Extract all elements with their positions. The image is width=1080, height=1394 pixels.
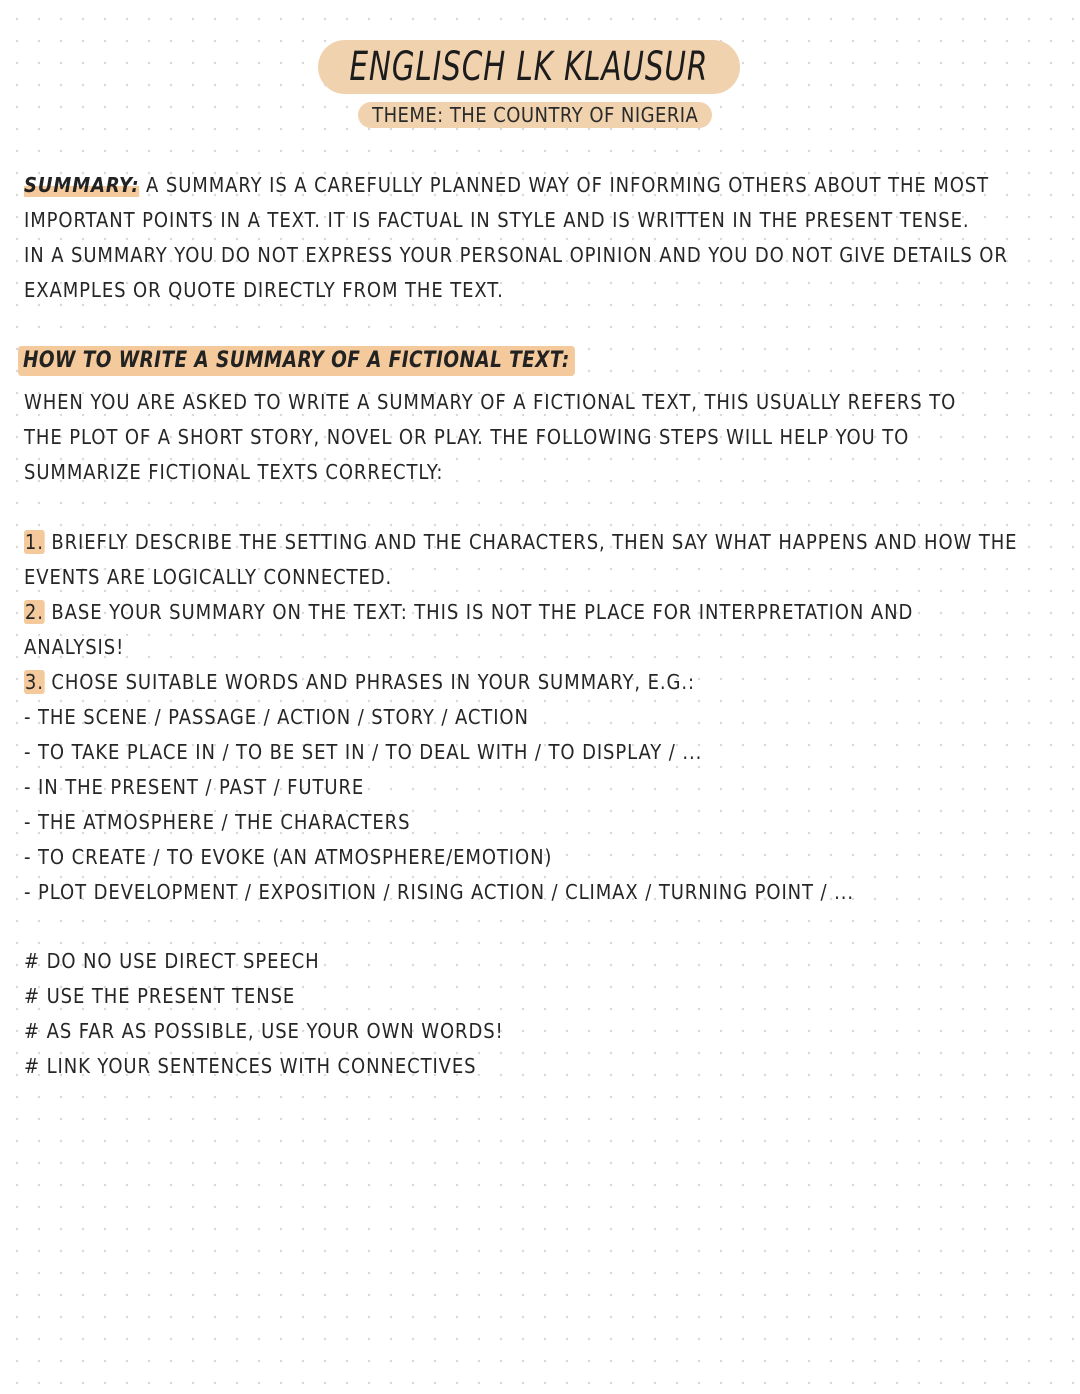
summary-line: IN A SUMMARY YOU DO NOT EXPRESS YOUR PERSONAL OPINION AND YOU DO NOT GIVE DETAILS OR <box>24 243 1008 267</box>
steps-section <box>24 525 1064 910</box>
howto-heading: HOW TO WRITE A SUMMARY OF A FICTIONAL TEXT: <box>18 346 575 376</box>
phrase-item: - TO CREATE / TO EVOKE (AN ATMOSPHERE/EMOTION) <box>24 845 553 869</box>
summary-line: IMPORTANT POINTS IN A TEXT. IT IS FACTUAL IN STYLE AND IS WRITTEN IN THE PRESENT TENSE. <box>24 208 970 232</box>
step-line <box>24 665 960 700</box>
phrase-item: - THE SCENE / PASSAGE / ACTION / STORY / ACTION <box>24 705 529 729</box>
howto-line: SUMMARIZE FICTIONAL TEXTS CORRECTLY: <box>24 460 444 484</box>
phrase-item: - THE ATMOSPHERE / THE CHARACTERS <box>24 810 411 834</box>
rules-section <box>24 944 1064 1084</box>
step-text: BRIEFLY DESCRIBE THE SETTING AND THE CHARACTERS, THEN SAY WHAT HAPPENS AND HOW THE <box>44 530 1018 554</box>
subtitle-banner <box>358 102 712 128</box>
page-title: ENGLISCH LK KLAUSUR <box>349 44 709 90</box>
rule-item: # LINK YOUR SENTENCES WITH CONNECTIVES <box>24 1054 477 1078</box>
phrase-item: - IN THE PRESENT / PAST / FUTURE <box>24 775 365 799</box>
howto-line: THE PLOT OF A SHORT STORY, NOVEL OR PLAY. THE FOLLOWING STEPS WILL HELP YOU TO <box>24 425 910 449</box>
step-number: 1. <box>24 530 44 554</box>
step-text: CHOSE SUITABLE WORDS AND PHRASES IN YOUR SUMMARY, E.G.: <box>44 670 695 694</box>
summary-line-text: A SUMMARY IS A CAREFULLY PLANNED WAY OF INFORMING OTHERS ABOUT THE MOST <box>139 173 990 197</box>
phrase-item: - TO TAKE PLACE IN / TO BE SET IN / TO DEAL WITH / TO DISPLAY / ... <box>24 740 703 764</box>
summary-label: SUMMARY: <box>24 173 140 197</box>
summary-section <box>24 168 1064 308</box>
page-subtitle: THEME: THE COUNTRY OF NIGERIA <box>371 103 699 127</box>
howto-line: WHEN YOU ARE ASKED TO WRITE A SUMMARY OF A FICTIONAL TEXT, THIS USUALLY REFERS TO <box>24 390 957 414</box>
rule-item: # DO NO USE DIRECT SPEECH <box>24 949 320 973</box>
summary-line <box>24 168 990 203</box>
step-number: 2. <box>24 600 44 624</box>
step-line <box>24 595 960 630</box>
step-line: ANALYSIS! <box>24 635 125 659</box>
step-line <box>24 525 1018 560</box>
phrase-item: - PLOT DEVELOPMENT / EXPOSITION / RISING ACTION / CLIMAX / TURNING POINT / ... <box>24 880 854 904</box>
summary-line: EXAMPLES OR QUOTE DIRECTLY FROM THE TEXT. <box>24 278 504 302</box>
rule-item: # AS FAR AS POSSIBLE, USE YOUR OWN WORDS! <box>24 1019 504 1043</box>
step-line: EVENTS ARE LOGICALLY CONNECTED. <box>24 565 393 589</box>
step-number: 3. <box>24 670 44 694</box>
title-banner <box>318 40 740 94</box>
rule-item: # USE THE PRESENT TENSE <box>24 984 296 1008</box>
step-text: BASE YOUR SUMMARY ON THE TEXT: THIS IS NOT THE PLACE FOR INTERPRETATION AND <box>44 600 914 624</box>
howto-section <box>24 385 1064 490</box>
